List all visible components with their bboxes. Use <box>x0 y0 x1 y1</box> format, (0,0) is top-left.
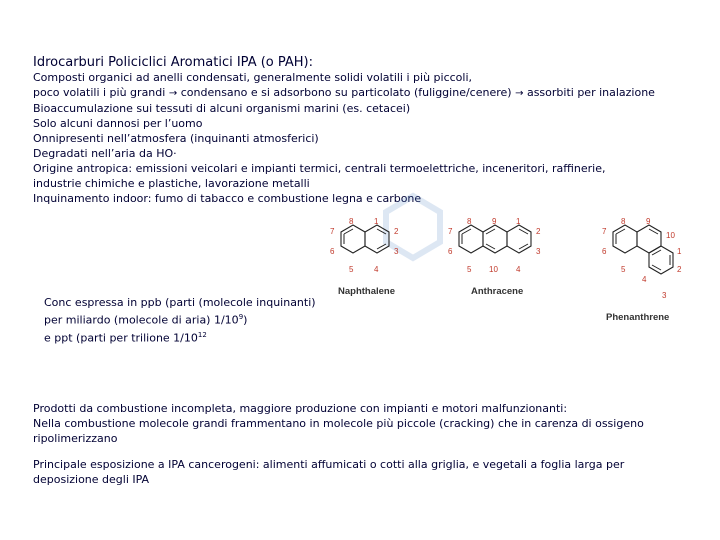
atom-number: 6 <box>448 247 453 256</box>
atom-number: 5 <box>349 265 354 274</box>
intro-text <box>33 70 655 206</box>
intro-line: condensano e si adsorbono su particolato (fuliggine/cenere) <box>180 86 512 99</box>
anthracene-label: Anthracene <box>471 286 524 297</box>
concentration-line <box>44 310 316 328</box>
atom-number: 1 <box>516 217 521 226</box>
atom-number: 5 <box>467 265 472 274</box>
intro-line: assorbiti per inalazione <box>526 86 655 99</box>
intro-line: Solo alcuni dannosi per l’uomo <box>33 117 203 130</box>
atom-number: 3 <box>662 291 667 300</box>
atom-number: 3 <box>536 247 541 256</box>
phenanthrene-structure <box>598 216 688 306</box>
intro-line: Origine antropica: emissioni veicolari e impianti termici, centrali termoelettriche, inceneritori, raffinerie, <box>33 162 606 175</box>
atom-number: 4 <box>642 275 647 284</box>
atom-number: 8 <box>621 217 626 226</box>
atom-number: 2 <box>536 227 541 236</box>
exposure-line: deposizione degli IPA <box>33 473 150 486</box>
production-line: Prodotti da combustione incompleta, maggiore produzione con impianti e motori malfunzionanti: <box>33 402 568 415</box>
atom-number: 4 <box>374 265 379 274</box>
arrow-icon: → <box>168 88 178 99</box>
atom-number: 8 <box>467 217 472 226</box>
atom-number: 3 <box>394 247 399 256</box>
concentration-line: Conc espressa in ppb (parti (molecole inquinanti) <box>44 296 316 309</box>
production-line: Nella combustione molecole grandi frammentano in molecole più piccole (cracking) che in carenza di ossigeno <box>33 417 644 430</box>
concentration-text: ) <box>243 313 248 327</box>
concentration-text: e ppt (parti per trilione 1/10 <box>44 331 198 345</box>
atom-number: 7 <box>602 227 607 236</box>
intro-line: Bioaccumulazione sui tessuti di alcuni organismi marini (es. cetacei) <box>33 102 411 115</box>
intro-line: Degradati nell’aria da HO· <box>33 147 177 160</box>
naphthalene-label: Naphthalene <box>338 286 396 297</box>
atom-number: 7 <box>330 227 335 236</box>
exposure-text <box>33 457 624 487</box>
concentration-note <box>44 296 316 345</box>
atom-number: 6 <box>330 247 335 256</box>
intro-line: poco volatili i più grandi <box>33 86 166 99</box>
atom-number: 9 <box>492 217 497 226</box>
atom-number: 5 <box>621 265 626 274</box>
intro-line: Inquinamento indoor: fumo di tabacco e combustione legna e carbone <box>33 192 422 205</box>
atom-number: 6 <box>602 247 607 256</box>
exposure-line: Principale esposizione a IPA cancerogeni: alimenti affumicati o cotti alla griglia, e vegetali a foglia larga per <box>33 458 625 471</box>
exponent: 12 <box>197 330 207 339</box>
intro-line-arrow-row <box>33 85 655 101</box>
production-text <box>33 401 644 446</box>
atom-number: 10 <box>489 265 498 274</box>
atom-number: 2 <box>394 227 399 236</box>
atom-number: 10 <box>666 231 675 240</box>
atom-number: 7 <box>448 227 453 236</box>
arrow-icon: → <box>515 88 524 99</box>
atom-number: 4 <box>516 265 521 274</box>
exponent: 9 <box>238 313 244 321</box>
intro-line: Composti organici ad anelli condensati, generalmente solidi volatili i più piccoli, <box>33 71 473 84</box>
intro-line: industrie chimiche e plastiche, lavorazione metalli <box>33 177 310 190</box>
concentration-line <box>44 328 316 346</box>
atom-number: 8 <box>349 217 354 226</box>
phenanthrene-label: Phenanthrene <box>606 312 670 323</box>
concentration-text: per miliardo (molecole di aria) 1/10 <box>44 313 239 327</box>
atom-number: 1 <box>374 217 379 226</box>
naphthalene-structure <box>326 216 412 280</box>
intro-line: Onnipresenti nell’atmosfera (inquinanti atmosferici) <box>33 132 319 145</box>
anthracene-structure <box>444 216 564 280</box>
slide-title: Idrocarburi Policiclici Aromatici IPA (o PAH): <box>33 55 314 70</box>
atom-number: 2 <box>677 265 682 274</box>
atom-number: 1 <box>677 247 682 256</box>
production-line: ripolimerizzano <box>33 432 118 445</box>
atom-number: 9 <box>646 217 651 226</box>
